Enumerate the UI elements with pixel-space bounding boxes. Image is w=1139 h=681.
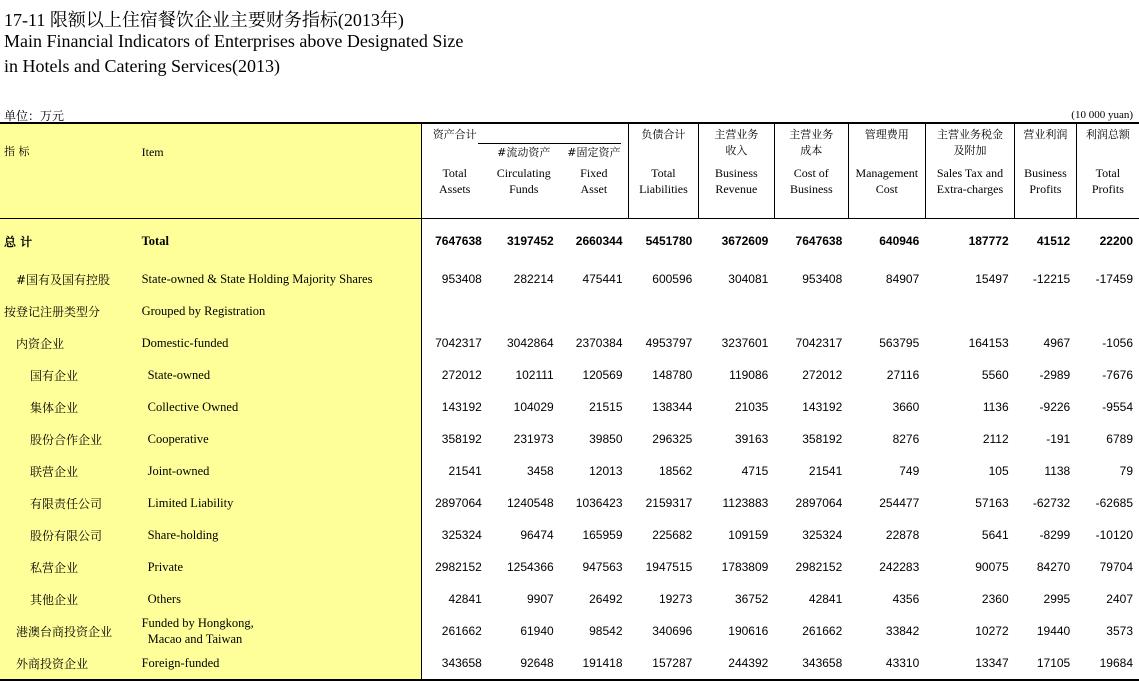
- table-cell: 138344: [652, 400, 693, 414]
- table-cell: 2982152: [795, 560, 843, 574]
- column-header-en: Total: [1095, 166, 1121, 180]
- table-cell: [1015, 295, 1077, 327]
- table-cell: 79704: [1099, 560, 1133, 574]
- table-cell: 21035: [734, 400, 769, 414]
- row-label-cn: 其他企业: [0, 583, 138, 615]
- table-cell: 7647638: [795, 234, 843, 248]
- table-cell: 358192: [802, 432, 843, 446]
- unit-label-en: (10 000 yuan): [1071, 109, 1133, 121]
- column-header-cn: #固定资产: [567, 146, 621, 159]
- header-total-profits: [1076, 123, 1139, 219]
- table-cell: 21541: [808, 464, 843, 478]
- row-label-en: State-owned & State Holding Majority Shares: [138, 263, 421, 295]
- row-label-en: Domestic-funded: [138, 327, 421, 359]
- table-cell: 19684: [1099, 656, 1133, 670]
- table-cell: 1240548: [506, 496, 554, 510]
- table-row: [0, 519, 1139, 551]
- table-cell: 4953797: [645, 336, 693, 350]
- table-cell: 119086: [729, 368, 769, 382]
- header-business-profits: [1015, 123, 1077, 219]
- table-cell: 244392: [728, 656, 769, 670]
- table-cell: [1076, 295, 1139, 327]
- table-cell: 3573: [1106, 624, 1133, 638]
- table-cell: 358192: [421, 423, 488, 455]
- table-cell: 3042864: [506, 336, 554, 350]
- column-header-en-line2: Revenue: [715, 182, 758, 196]
- table-cell: 2897064: [421, 487, 488, 519]
- table-cell: 2897064: [795, 496, 843, 510]
- table-cell: [848, 295, 925, 327]
- column-header-en-line2: Cost: [875, 182, 898, 196]
- header-item-en: Item: [138, 123, 421, 219]
- table-cell: 98542: [589, 624, 623, 638]
- table-cell: -9226: [1039, 400, 1071, 414]
- column-header-cn: 负债合计: [641, 128, 686, 141]
- header-total-liabilities: [629, 123, 699, 219]
- row-label-cn: #国有及国有控股: [0, 263, 138, 295]
- table-cell: 57163: [975, 496, 1009, 510]
- table-cell: 42841: [808, 592, 843, 606]
- header-total-assets: [421, 123, 488, 219]
- table-cell: 10272: [975, 624, 1009, 638]
- table-cell: 3672609: [721, 234, 769, 248]
- table-cell: 2159317: [645, 496, 693, 510]
- table-cell: 102111: [515, 368, 554, 382]
- table-cell: -9554: [1102, 400, 1133, 414]
- table-cell: 1947515: [645, 560, 693, 574]
- table-cell: 1254366: [506, 560, 554, 574]
- table-cell: 6789: [1106, 432, 1133, 446]
- table-cell: 17105: [1036, 656, 1071, 670]
- table-cell: 640946: [879, 234, 920, 248]
- table-cell: -2989: [1039, 368, 1071, 382]
- column-header-en-line2: Assets: [439, 182, 471, 196]
- column-header-en-line2: Asset: [580, 182, 608, 196]
- table-row: [0, 615, 1139, 647]
- table-cell: 2660344: [575, 234, 623, 248]
- table-cell: 12013: [589, 464, 623, 478]
- table-cell: 109159: [728, 528, 769, 542]
- table-cell: 343658: [421, 647, 488, 680]
- table-cell: 90075: [975, 560, 1009, 574]
- table-cell: 2360: [981, 592, 1009, 606]
- row-label-en: Private: [138, 551, 421, 583]
- table-row: [0, 263, 1139, 295]
- column-header-cn-line2: 收入: [725, 144, 748, 157]
- table-cell: 261662: [421, 615, 488, 647]
- table-cell: 27116: [886, 368, 920, 382]
- column-header-cn: 营业利润: [1023, 128, 1068, 141]
- column-header-cn: #流动资产: [497, 146, 551, 159]
- table-cell: 272012: [421, 359, 488, 391]
- row-label-cn: 按登记注册类型分: [0, 295, 138, 327]
- column-header-cn: 利润总额: [1085, 128, 1130, 141]
- table-row: [0, 423, 1139, 455]
- table-cell: [774, 295, 848, 327]
- table-cell: [698, 295, 774, 327]
- table-cell: 3458: [527, 464, 554, 478]
- table-cell: 148780: [652, 368, 693, 382]
- row-label-en: [138, 615, 421, 647]
- table-cell: [421, 295, 488, 327]
- column-header-en-line2: Extra-charges: [936, 182, 1004, 196]
- table-cell: 340696: [652, 624, 693, 638]
- table-cell: 84907: [885, 272, 920, 286]
- table-cell: 225682: [652, 528, 693, 542]
- table-title-en-line2: in Hotels and Catering Services(2013): [4, 56, 280, 76]
- table-cell: 143192: [802, 400, 843, 414]
- table-cell: 41512: [1036, 234, 1071, 248]
- table-cell: 19440: [1036, 624, 1071, 638]
- table-cell: -1056: [1102, 336, 1133, 350]
- table-cell: 749: [899, 464, 920, 478]
- row-label-cn: 股份合作企业: [0, 423, 138, 455]
- row-label-en: State-owned: [138, 359, 421, 391]
- row-label-en: Grouped by Registration: [138, 295, 421, 327]
- table-cell: -191: [1046, 432, 1071, 446]
- table-row: [0, 219, 1139, 264]
- table-cell: 953408: [421, 263, 488, 295]
- row-label-en-line2: Macao and Taiwan: [147, 632, 243, 646]
- table-cell: 947563: [582, 560, 623, 574]
- table-cell: 261662: [802, 624, 843, 638]
- table-cell: 120569: [582, 368, 623, 382]
- table-cell: 272012: [802, 368, 843, 382]
- column-header-cn: 管理费用: [864, 128, 909, 141]
- table-cell: 39163: [734, 432, 769, 446]
- table-cell: 5560: [981, 368, 1009, 382]
- table-cell: 18562: [658, 464, 693, 478]
- table-row: [0, 327, 1139, 359]
- table-cell: -62685: [1095, 496, 1133, 510]
- column-header-cn-line2: 成本: [800, 144, 823, 157]
- table-row: [0, 647, 1139, 680]
- table-cell: 164153: [968, 336, 1009, 350]
- table-cell: 7647638: [421, 219, 488, 264]
- assets-group-underline: [478, 143, 621, 144]
- table-cell: 7042317: [421, 327, 488, 359]
- table-cell: 4967: [1043, 336, 1071, 350]
- table-cell: 84270: [1036, 560, 1071, 574]
- column-header-en-line2: Profits: [1029, 182, 1062, 196]
- table-cell: 105: [988, 464, 1009, 478]
- table-title-cn: 17-11 限额以上住宿餐饮企业主要财务指标(2013年): [4, 10, 404, 30]
- table-cell: 1783809: [721, 560, 769, 574]
- column-header-en: Circulating: [496, 166, 551, 180]
- table-cell: 4715: [741, 464, 769, 478]
- table-cell: 22200: [1099, 234, 1133, 248]
- table-cell: 2982152: [421, 551, 488, 583]
- column-header-cn: 主营业务税金: [936, 128, 1003, 141]
- header-business-revenue: [698, 123, 774, 219]
- table-cell: 231973: [513, 432, 554, 446]
- table-cell: -62732: [1032, 496, 1071, 510]
- row-label-cn: 港澳台商投资企业: [0, 615, 138, 647]
- table-cell: [488, 295, 560, 327]
- table-cell: 33842: [885, 624, 920, 638]
- table-cell: 191418: [582, 656, 623, 670]
- column-header-en: Business: [714, 166, 758, 180]
- unit-label-cn: 单位：万元: [4, 109, 65, 123]
- table-cell: 325324: [802, 528, 843, 542]
- row-label-en: Share-holding: [138, 519, 421, 551]
- table-cell: 43310: [885, 656, 920, 670]
- table-cell: 2370384: [575, 336, 623, 350]
- table-cell: 1138: [1044, 464, 1071, 478]
- column-header-en: Management: [855, 166, 919, 180]
- table-cell: 4356: [892, 592, 920, 606]
- row-label-cn: 集体企业: [0, 391, 138, 423]
- column-header-en-line2: Business: [789, 182, 833, 196]
- table-cell: 190616: [728, 624, 769, 638]
- table-cell: 1123883: [722, 496, 769, 510]
- header-item-cn: 指 标: [0, 123, 138, 219]
- table-cell: 5451780: [645, 234, 693, 248]
- column-header-cn: 主营业务: [714, 128, 759, 141]
- table-cell: 1036423: [575, 496, 623, 510]
- column-header-cn: 资产合计: [432, 128, 477, 141]
- table-cell: 104029: [513, 400, 554, 414]
- table-cell: 19273: [658, 592, 693, 606]
- table-cell: 3660: [892, 400, 920, 414]
- row-label-cn: 股份有限公司: [0, 519, 138, 551]
- table-cell: 5641: [981, 528, 1009, 542]
- table-cell: 1136: [982, 400, 1009, 414]
- column-header-en: Cost of: [793, 166, 829, 180]
- column-header-en: Total: [651, 166, 676, 180]
- table-cell: 15497: [975, 272, 1009, 286]
- table-cell: 36752: [734, 592, 769, 606]
- table-cell: -8299: [1039, 528, 1071, 542]
- table-cell: -17459: [1095, 272, 1133, 286]
- table-cell: [629, 295, 699, 327]
- column-header-cn-line2: 及附加: [953, 144, 987, 157]
- table-cell: -10120: [1095, 528, 1133, 542]
- table-cell: 165959: [582, 528, 623, 542]
- header-sales-tax: [925, 123, 1014, 219]
- row-label-en: Limited Liability: [138, 487, 421, 519]
- table-row: [0, 551, 1139, 583]
- table-cell: 475441: [582, 272, 623, 286]
- table-cell: 3237601: [721, 336, 769, 350]
- table-cell: 2407: [1106, 592, 1133, 606]
- table-cell: [560, 295, 629, 327]
- table-cell: 304081: [728, 272, 769, 286]
- row-label-en: Collective Owned: [138, 391, 421, 423]
- table-cell: 92648: [520, 656, 554, 670]
- row-label-en: Foreign-funded: [138, 647, 421, 680]
- column-header-en: Fixed: [580, 166, 608, 180]
- column-header-en-line2: Profits: [1091, 182, 1124, 196]
- table-cell: 22878: [885, 528, 920, 542]
- table-cell: 296325: [652, 432, 693, 446]
- column-header-en-line2: Liabilities: [639, 182, 688, 196]
- row-label-cn: 私营企业: [0, 551, 138, 583]
- table-cell: 2112: [982, 432, 1009, 446]
- table-cell: 953408: [802, 272, 843, 286]
- table-cell: 143192: [421, 391, 488, 423]
- row-label-cn: 国有企业: [0, 359, 138, 391]
- header-management-cost: [848, 123, 925, 219]
- table-row: [0, 359, 1139, 391]
- header-row: [0, 123, 1139, 219]
- table-title-en-line1: Main Financial Indicators of Enterprises above Designated Size: [4, 31, 464, 51]
- row-label-en: Others: [138, 583, 421, 615]
- column-header-cn: 主营业务: [789, 128, 834, 141]
- table-cell: 2995: [1043, 592, 1071, 606]
- row-label-cn: 外商投资企业: [0, 647, 138, 680]
- row-label-en-line1: Funded by Hongkong,: [141, 616, 254, 630]
- table-cell: 7042317: [795, 336, 843, 350]
- table-cell: 325324: [421, 519, 488, 551]
- header-fixed-asset: [560, 123, 629, 219]
- table-cell: 187772: [968, 234, 1009, 248]
- header-circulating-funds: [488, 123, 560, 219]
- table-cell: 9907: [527, 592, 554, 606]
- table-row: [0, 455, 1139, 487]
- table-row: [0, 391, 1139, 423]
- column-header-en: Business: [1024, 166, 1067, 180]
- row-label-cn: 有限责任公司: [0, 487, 138, 519]
- table-cell: 242283: [879, 560, 920, 574]
- table-cell: 600596: [652, 272, 693, 286]
- table-cell: 21515: [589, 400, 623, 414]
- financial-indicators-table: [0, 122, 1139, 681]
- table-cell: -7676: [1102, 368, 1133, 382]
- table-cell: 42841: [421, 583, 488, 615]
- table-cell: 3197452: [506, 234, 554, 248]
- table-cell: 13347: [975, 656, 1009, 670]
- table-cell: 8276: [892, 432, 920, 446]
- table-cell: 254477: [879, 496, 920, 510]
- column-header-en-line2: Funds: [509, 182, 539, 196]
- table-cell: 563795: [879, 336, 920, 350]
- column-header-en: Total: [442, 166, 467, 180]
- table-cell: 39850: [589, 432, 623, 446]
- row-label-cn: 内资企业: [0, 327, 138, 359]
- header-cost-of-business: [774, 123, 848, 219]
- column-header-en: Sales Tax and: [936, 166, 1004, 180]
- table-cell: 343658: [802, 656, 843, 670]
- row-label-en: Total: [138, 219, 421, 264]
- table-cell: 26492: [589, 592, 623, 606]
- row-label-en: Joint-owned: [138, 455, 421, 487]
- table-cell: [925, 295, 1014, 327]
- table-cell: 79: [1119, 464, 1133, 478]
- table-cell: 96474: [520, 528, 554, 542]
- table-row: [0, 295, 1139, 327]
- row-label-cn: 总 计: [0, 219, 138, 264]
- table-row: [0, 583, 1139, 615]
- table-cell: -12215: [1032, 272, 1071, 286]
- table-cell: 282214: [513, 272, 554, 286]
- table-cell: 21541: [421, 455, 488, 487]
- row-label-en: Cooperative: [138, 423, 421, 455]
- row-label-cn: 联营企业: [0, 455, 138, 487]
- table-row: [0, 487, 1139, 519]
- table-cell: 157287: [652, 656, 693, 670]
- table-cell: 61940: [520, 624, 554, 638]
